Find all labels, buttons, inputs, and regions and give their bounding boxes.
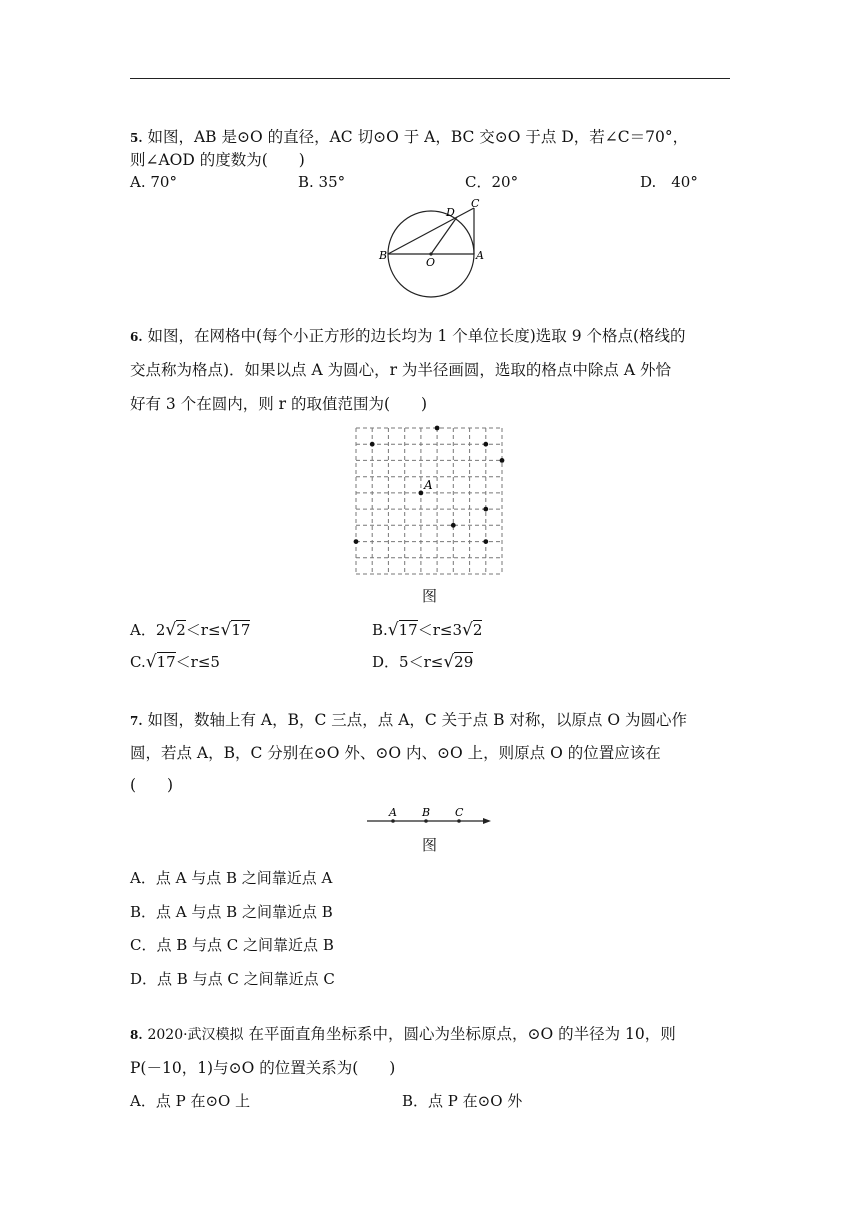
q6-opt-a-radicand2: 17 — [231, 621, 251, 639]
q5-secant-bc — [388, 208, 474, 254]
q6-point — [370, 442, 375, 447]
q5-number: 5. — [130, 131, 143, 145]
q7-line3: ( ) — [130, 776, 174, 794]
sqrt-icon: √ — [220, 620, 232, 640]
q6-line3: 好有 3 个在圆内，则 r 的取值范围为( ) — [130, 395, 428, 413]
q6-opt-a-prefix: A． — [130, 621, 156, 639]
q8-number: 8. — [130, 1028, 143, 1042]
q5-option-d: D. 40° — [640, 173, 698, 191]
q7-point-c — [457, 819, 461, 823]
q7-line2: 圆，若点 A，B，C 分别在⊙O 外、⊙O 内、⊙O 上，则原点 O 的位置应该在 — [130, 744, 661, 762]
q5-label-a: A — [476, 249, 484, 262]
q7-label-a: A — [389, 806, 397, 819]
q6-option-c — [130, 652, 220, 672]
q8-line1 — [130, 1024, 676, 1045]
q6-grid-figure — [350, 422, 510, 578]
q6-opt-b-mid: ＜r≤3 — [417, 621, 463, 639]
sqrt-icon: √ — [443, 652, 455, 672]
q6-opt-a-radicand1: 2 — [176, 621, 186, 639]
header-rule — [130, 78, 730, 79]
q6-opt-d-radicand1: 29 — [454, 653, 474, 671]
q5-option-c: C．20° — [465, 173, 519, 191]
q7-point-a — [391, 819, 395, 823]
q6-option-d — [372, 652, 473, 672]
q6-number: 6. — [130, 330, 143, 344]
q5-option-b: B. 35° — [298, 173, 346, 191]
q6-opt-b-radicand2: 2 — [472, 621, 483, 639]
q5-label-o: O — [426, 256, 436, 269]
q5-text1: 如图，AB 是⊙O 的直径，AC 切⊙O 于 A，BC 交⊙O 于点 D，若∠C＝70°， — [147, 128, 689, 146]
q6-opt-d-prefix: D．5＜r≤ — [372, 653, 444, 671]
q8-source: 2020·武汉模拟 — [147, 1027, 244, 1043]
q8-text1: 在平面直角坐标系中，圆心为坐标原点，⊙O 的半径为 10，则 — [248, 1025, 676, 1043]
q5-label-c: C — [471, 197, 480, 210]
arrow-right-icon — [483, 818, 491, 824]
q6-line1 — [130, 326, 686, 347]
q8-line2: P(－10，1)与⊙O 的位置关系为( ) — [130, 1059, 396, 1077]
q6-point — [483, 539, 488, 544]
q7-text1: 如图，数轴上有 A，B，C 三点，点 A，C 关于点 B 对称，以原点 O 为圆心作 — [147, 711, 687, 729]
q7-label-b: B — [422, 806, 431, 819]
q6-opt-a-mid: ＜r≤ — [185, 621, 221, 639]
q6-grid-lines — [356, 428, 502, 574]
q7-option-d: D．点 B 与点 C 之间靠近点 C — [130, 970, 335, 988]
sqrt-icon: √ — [387, 620, 399, 640]
q6-option-b — [372, 620, 482, 640]
q7-number: 7. — [130, 714, 143, 728]
q7-figure-caption: 图 — [422, 836, 438, 854]
q7-option-c: C．点 B 与点 C 之间靠近点 B — [130, 936, 334, 954]
q7-option-a: A．点 A 与点 B 之间靠近点 A — [130, 869, 333, 887]
q5-circle-figure — [370, 196, 490, 302]
q6-opt-a-coef: 2 — [155, 621, 166, 639]
q6-opt-c-mid: ＜r≤5 — [175, 653, 220, 671]
q6-point — [435, 426, 440, 431]
q7-label-c: C — [455, 806, 464, 819]
q5-label-d: D — [446, 206, 455, 219]
q5-option-a: A. 70° — [130, 173, 177, 191]
sqrt-icon: √ — [165, 620, 177, 640]
q6-label-a: A — [424, 478, 433, 492]
q8-option-a: A．点 P 在⊙O 上 — [130, 1092, 251, 1110]
q6-point — [483, 442, 488, 447]
q7-point-b — [424, 819, 428, 823]
q5-label-b: B — [379, 249, 388, 262]
q6-opt-b-radicand1: 17 — [398, 621, 418, 639]
q5-line1 — [130, 127, 688, 148]
q6-point — [500, 458, 505, 463]
sqrt-icon: √ — [462, 620, 473, 640]
q6-text1: 如图，在网格中(每个小正方形的边长均为 1 个单位长度)选取 9 个格点(格线的 — [147, 327, 686, 345]
q7-number-line — [365, 802, 495, 828]
q7-option-b: B．点 A 与点 B 之间靠近点 B — [130, 903, 333, 921]
sqrt-icon: √ — [145, 652, 157, 672]
q7-line1 — [130, 710, 687, 731]
q6-opt-b-prefix: B. — [372, 621, 388, 639]
q5-line2: 则∠AOD 的度数为( ) — [130, 151, 305, 169]
q6-line2: 交点称为格点)．如果以点 A 为圆心，r 为半径画圆，选取的格点中除点 A 外恰 — [130, 361, 671, 379]
q6-point — [451, 523, 456, 528]
q6-opt-c-prefix: C. — [130, 653, 146, 671]
q6-point — [354, 539, 359, 544]
q5-segment-od — [431, 217, 457, 254]
q6-figure-caption: 图 — [422, 587, 438, 605]
q6-opt-c-radicand1: 17 — [156, 653, 176, 671]
q6-point — [483, 507, 488, 512]
q6-point-a — [419, 491, 424, 496]
q6-option-a — [130, 620, 250, 640]
q8-option-b: B．点 P 在⊙O 外 — [402, 1092, 523, 1110]
